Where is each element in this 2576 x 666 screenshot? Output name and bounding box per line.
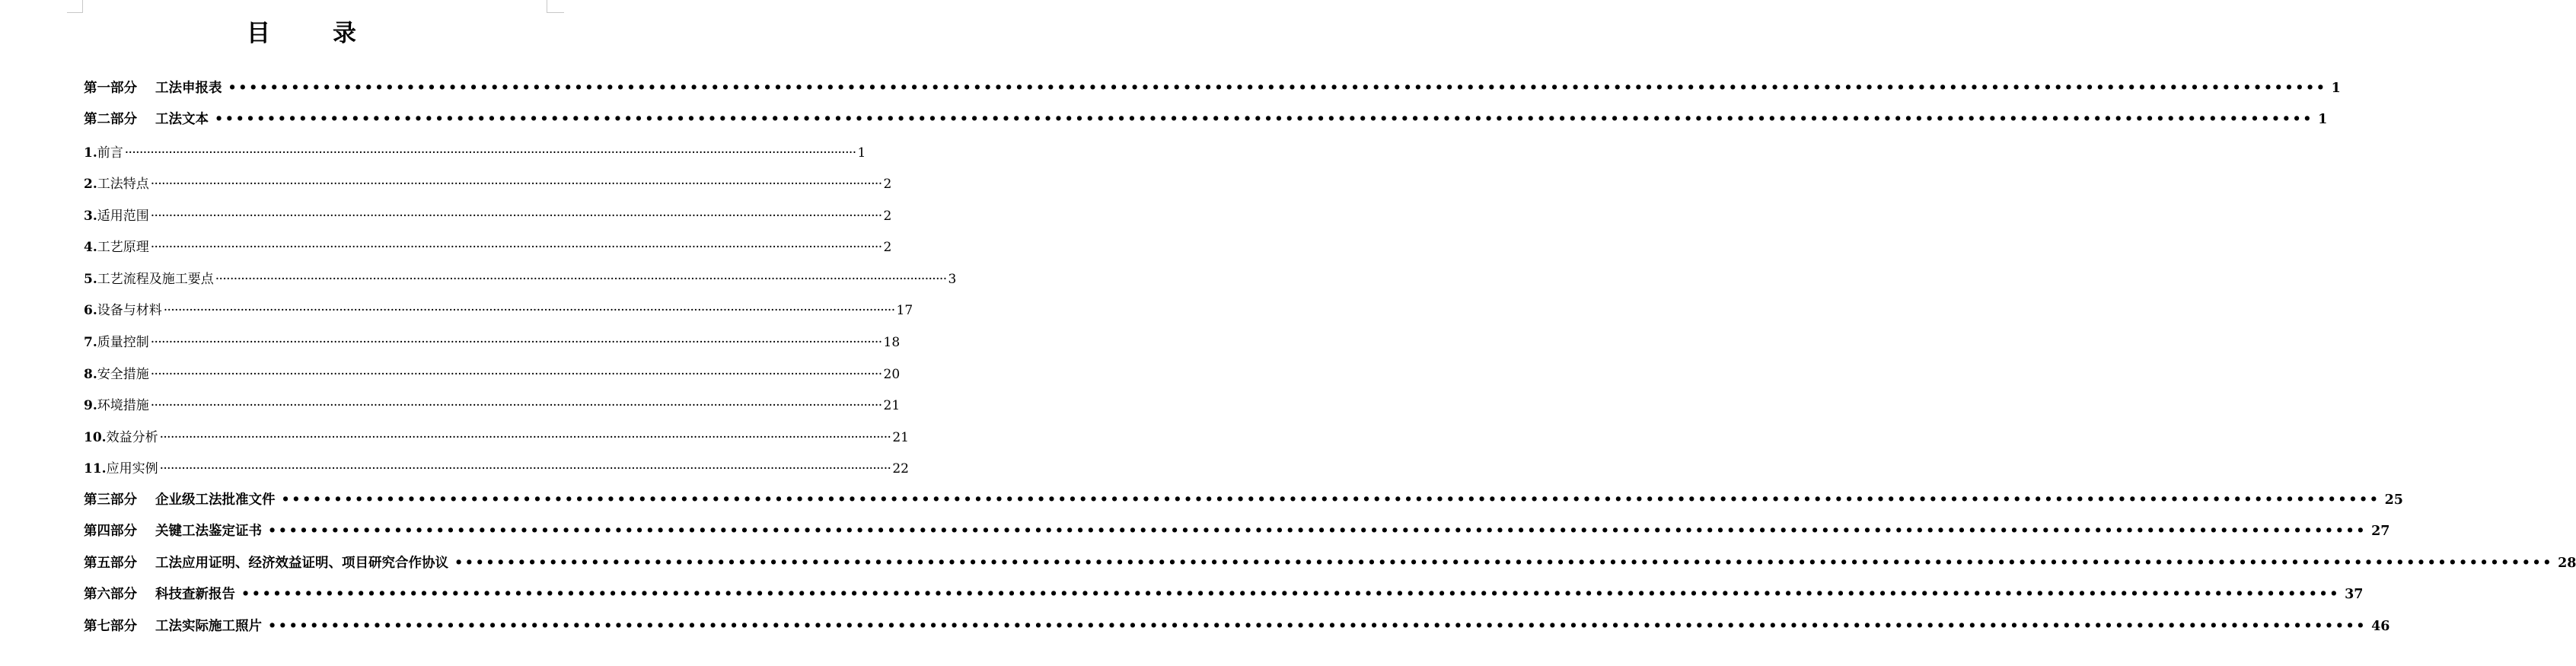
toc-section-title: 工艺原理 xyxy=(97,240,149,255)
toc-section-entry[interactable] xyxy=(84,394,901,413)
toc-part-entry[interactable] xyxy=(84,584,2364,603)
toc-entry-label xyxy=(84,489,276,508)
toc-entry-label xyxy=(84,236,149,255)
toc-section-entry[interactable] xyxy=(84,363,901,382)
toc-page-number: 20 xyxy=(883,367,901,382)
toc-section-title: 质量控制 xyxy=(97,335,149,350)
toc-part-entry[interactable] xyxy=(84,553,2576,572)
toc-section-title: 设备与材料 xyxy=(97,303,162,318)
toc-part-entry[interactable] xyxy=(84,521,2390,540)
toc-entry-label xyxy=(84,299,162,318)
toc-page-number: 1 xyxy=(857,145,866,161)
dot-leader: ········································································································································································································ xyxy=(215,272,947,287)
toc-part-entry[interactable] xyxy=(84,489,2403,508)
toc-page-number: 18 xyxy=(883,335,901,350)
toc-page-number: 27 xyxy=(2371,524,2390,539)
page-corner-mark-right xyxy=(547,0,564,13)
dot-leader: •••••••••••••••••••••••••••••••••••••••••••••••••••••••••••••••••••••••••••••••••••••••••••••••••••••••••••••••••••••••••••••••••••••••••••••••••••••••••••••••••••••••••••••••••••••••••••••••••••••••• xyxy=(215,112,2314,127)
toc-section-title: 应用实例 xyxy=(106,461,158,476)
toc-entry-label xyxy=(84,331,149,350)
toc-part-title: 工法申报表 xyxy=(155,81,222,96)
toc-section-number: 10. xyxy=(84,430,107,445)
toc-entry-label xyxy=(84,394,149,413)
toc-part-title: 工法实际施工照片 xyxy=(155,619,262,634)
toc-page-number: 22 xyxy=(892,461,909,476)
toc-part-number: 第四部分 xyxy=(84,524,137,539)
toc-section-entry[interactable] xyxy=(84,173,892,192)
toc-section-entry[interactable] xyxy=(84,142,866,161)
dot-leader: ········································································································································································································ xyxy=(159,430,891,445)
toc-part-title: 科技查新报告 xyxy=(155,587,235,602)
toc-part-title: 工法文本 xyxy=(155,112,209,127)
dot-leader: ········································································································································································································ xyxy=(150,177,882,192)
toc-section-title: 安全措施 xyxy=(97,367,149,382)
toc-section-number: 2. xyxy=(84,177,97,192)
toc-page-number: 2 xyxy=(883,209,892,224)
toc-section-entry[interactable] xyxy=(84,268,957,287)
dot-leader: ········································································································································································································ xyxy=(124,145,856,161)
toc-section-title: 适用范围 xyxy=(97,209,149,224)
toc-entry-label xyxy=(84,205,149,224)
dot-leader: ········································································································································································································ xyxy=(150,240,882,255)
toc-page-number: 46 xyxy=(2371,619,2390,634)
toc-entry-label xyxy=(84,553,448,572)
toc-page-number: 21 xyxy=(883,398,901,413)
toc-part-entry[interactable] xyxy=(84,78,2341,97)
toc-page-number: 21 xyxy=(892,430,909,445)
dot-leader: ········································································································································································································ xyxy=(150,367,882,382)
dot-leader: •••••••••••••••••••••••••••••••••••••••••••••••••••••••••••••••••••••••••••••••••••••••••••••••••••••••••••••••••••••••••••••••••••••••••••••••••••••••••••••••••••••••••••••••••••••••••••••••••••••••• xyxy=(281,492,2380,508)
toc-part-number: 第五部分 xyxy=(84,556,137,571)
toc-part-number: 第六部分 xyxy=(84,587,137,602)
toc-page-number: 2 xyxy=(883,177,892,192)
toc-part-title: 企业级工法批准文件 xyxy=(155,492,276,508)
toc-entry-label xyxy=(84,584,235,603)
toc-section-number: 6. xyxy=(84,303,97,318)
toc-part-title: 工法应用证明、经济效益证明、项目研究合作协议 xyxy=(155,556,448,571)
toc-part-number: 第二部分 xyxy=(84,112,137,127)
dot-leader: •••••••••••••••••••••••••••••••••••••••••••••••••••••••••••••••••••••••••••••••••••••••••••••••••••••••••••••••••••••••••••••••••••••••••••••••••••••••••••••••••••••••••••••••••••••••••••••••••••••••• xyxy=(241,587,2341,602)
title-char-left: 目 xyxy=(247,20,272,47)
toc-section-entry[interactable] xyxy=(84,205,892,224)
toc-part-entry[interactable] xyxy=(84,616,2390,635)
dot-leader: ········································································································································································································ xyxy=(150,398,882,413)
toc-section-number: 3. xyxy=(84,209,97,224)
toc-page-number: 2 xyxy=(883,240,892,255)
toc-section-number: 8. xyxy=(84,367,97,382)
document-title xyxy=(0,14,604,48)
dot-leader: •••••••••••••••••••••••••••••••••••••••••••••••••••••••••••••••••••••••••••••••••••••••••••••••••••••••••••••••••••••••••••••••••••••••••••••••••••••••••••••••••••••••••••••••••••••••••••••••••••••••• xyxy=(454,556,2554,571)
toc-page-number: 17 xyxy=(896,303,913,318)
toc-page-number: 1 xyxy=(2331,81,2341,96)
toc-entry-label xyxy=(84,173,149,192)
toc-entry-label xyxy=(84,142,123,161)
toc-section-number: 4. xyxy=(84,240,97,255)
toc-page-number: 37 xyxy=(2345,587,2364,602)
dot-leader: •••••••••••••••••••••••••••••••••••••••••••••••••••••••••••••••••••••••••••••••••••••••••••••••••••••••••••••••••••••••••••••••••••••••••••••••••••••••••••••••••••••••••••••••••••••••••••••••••••••••• xyxy=(228,81,2327,96)
toc-page-number: 28 xyxy=(2558,556,2576,571)
toc-page-number: 1 xyxy=(2318,112,2328,127)
toc-section-number: 7. xyxy=(84,335,97,350)
dot-leader: •••••••••••••••••••••••••••••••••••••••••••••••••••••••••••••••••••••••••••••••••••••••••••••••••••••••••••••••••••••••••••••••••••••••••••••••••••••••••••••••••••••••••••••••••••••••••••••••••••••••• xyxy=(268,524,2367,539)
toc-entry-label xyxy=(84,363,149,382)
toc-entry-label xyxy=(84,268,214,287)
toc-entry-label xyxy=(84,78,222,97)
dot-leader: ········································································································································································································ xyxy=(150,335,882,350)
title-char-right: 录 xyxy=(333,20,358,47)
toc-entry-label xyxy=(84,457,158,476)
dot-leader: ········································································································································································································ xyxy=(163,303,895,318)
toc-section-title: 环境措施 xyxy=(97,398,149,413)
toc-section-entry[interactable] xyxy=(84,457,909,476)
toc-entry-label xyxy=(84,616,262,635)
toc-section-entry[interactable] xyxy=(84,236,892,255)
toc-part-number: 第七部分 xyxy=(84,619,137,634)
toc-section-title: 前言 xyxy=(97,145,123,161)
toc-section-number: 5. xyxy=(84,272,97,287)
toc-section-entry[interactable] xyxy=(84,299,913,318)
toc-section-title: 工法特点 xyxy=(97,177,149,192)
toc-entry-label xyxy=(84,521,262,540)
toc-part-entry[interactable] xyxy=(84,109,2328,128)
toc-section-number: 1. xyxy=(84,145,97,161)
toc-part-title: 关键工法鉴定证书 xyxy=(155,524,262,539)
toc-section-entry[interactable] xyxy=(84,331,901,350)
toc-section-title: 效益分析 xyxy=(106,430,158,445)
page-corner-mark-left xyxy=(67,0,83,13)
toc-section-title: 工艺流程及施工要点 xyxy=(97,272,214,287)
toc-part-number: 第一部分 xyxy=(84,81,137,96)
toc-section-number: 9. xyxy=(84,398,97,413)
dot-leader: ········································································································································································································ xyxy=(150,209,882,224)
dot-leader: •••••••••••••••••••••••••••••••••••••••••••••••••••••••••••••••••••••••••••••••••••••••••••••••••••••••••••••••••••••••••••••••••••••••••••••••••••••••••••••••••••••••••••••••••••••••••••••••••••••••• xyxy=(268,619,2367,634)
toc-part-number: 第三部分 xyxy=(84,492,137,508)
toc-section-entry[interactable] xyxy=(84,426,909,445)
toc-page-number: 3 xyxy=(948,272,957,287)
toc-page-number: 25 xyxy=(2384,492,2403,508)
toc-entry-label xyxy=(84,426,158,445)
toc-entry-label xyxy=(84,109,209,128)
toc-section-number: 11. xyxy=(84,461,107,476)
dot-leader: ········································································································································································································ xyxy=(159,461,891,476)
